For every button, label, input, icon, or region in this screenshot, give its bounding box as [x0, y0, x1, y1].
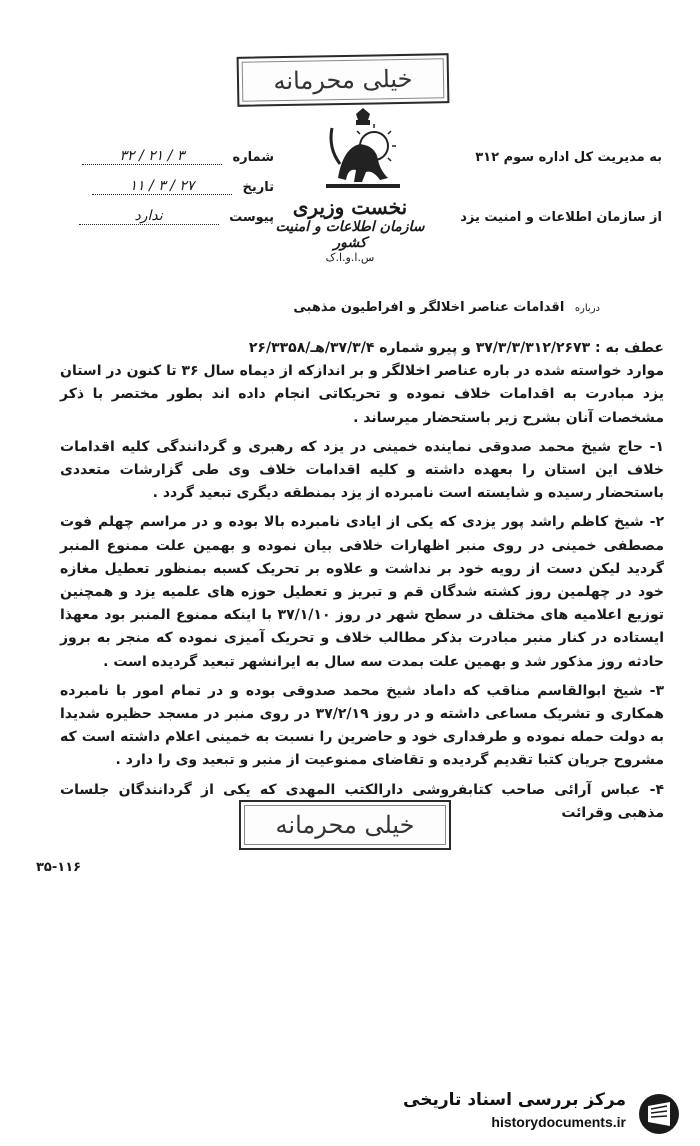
attachment-row: [38, 208, 274, 225]
ministry-letterhead: [265, 195, 435, 264]
subject-text: اقدامات عناصر اخلالگر و افراطیون مذهبی: [293, 300, 565, 315]
stamp-text: خیلی محرمانه: [275, 811, 415, 839]
number-value: ۳ / ۲۱ / ۳۲: [82, 148, 222, 165]
list-item: ۴- عباس آرائی صاحب کتابفروشی دارالکتب المهدی که یکی از گردانندگان جلسات مذهبی وقرائت: [60, 781, 664, 821]
attachment-label: پیوست: [229, 210, 274, 225]
archive-logo-icon: [634, 1092, 684, 1136]
letter-body: [60, 337, 664, 825]
organization-abbreviation: س.ا.و.ا.ک: [325, 251, 375, 264]
attachment-value: ندارد: [79, 208, 219, 225]
subject-label: درباره: [574, 303, 600, 314]
sender-line: [460, 210, 662, 225]
recipient-text: به مدیریت کل اداره سوم ۳۱۲: [475, 150, 662, 165]
organization-name: سازمان اطلاعات و امنیت کشور: [275, 219, 425, 251]
recipient-line: [475, 150, 662, 165]
subject-line: [293, 300, 600, 315]
list-item: ۲- شیخ کاظم راشد پور یزدی که یکی از ایادی نامبرده بالا بوده و در مراسم چهلم فوت مصطفی خمینی در روی منبر اظهارات خلافی بیان نموده و بهمین علت ممنوع المنبر گردید لیکن دست از رویه خود بر نداشت و علاوه بر تحریک کسبه بمنظور تعطیل مغازه خود در چهلمین روز کشته شدگان قم و تبریز و تعطیل حوزه های علمیه یزد و همچنین توزیع اعلامیه های مختلف در سطح شهر در روز ۳۷/۱/۱۰ با اینکه ممنوع المنبر بود معهذا ایستاده در کنار منبر مبادرت بذکر مطالب خلاف و تحریک آمیزی نموده که منجر به بروز حادثه روز مذکور شد و بهمین علت بمدت سه سال به ایرانشهر تبعید گردیده است .: [60, 514, 664, 670]
ministry-title: نخست وزیری: [292, 195, 408, 219]
number-row: [38, 148, 274, 165]
reference-line: عطف به : ۳۷/۳/۳/۳۱۲/۲۶۷۳ و پیرو شماره ۳۷/۳/۴/هـ/۲۶/۳۳۵۸: [248, 340, 664, 356]
lion-and-sun-emblem-icon: [318, 108, 408, 193]
date-value: ۲۷ / ۳ / ۱۱: [92, 178, 232, 195]
stamp-text: خیلی محرمانه: [273, 64, 413, 96]
intro-paragraph: موارد خواسته شده در باره عناصر اخلالگر و بر اندازکه از دیماه سال ۳۶ تا کنون در استان یزد مبادرت به اقدامات خلاف نموده و تحریکاتی انجام داده اند بطور مختصر با ذکر مشخصات آنان بشرح زیر باستحضار میرساند .: [60, 363, 664, 426]
number-label: شماره: [232, 150, 274, 165]
page-number: ۳۵-۱۱۶: [36, 860, 82, 875]
date-label: تاریخ: [242, 180, 274, 195]
classification-stamp-top: [237, 53, 450, 107]
watermark-url: historydocuments.ir: [491, 1114, 626, 1130]
list-item: ۱- حاج شیخ محمد صدوقی نماینده خمینی در یزد که رهبری و گردانندگی کلیه اقدامات خلاف این استان را بعهده داشته و کلیه اقدامات خلاف وی طی گزارشات متعددی باستحضار رسیده و شایسته است نامبرده از یزد بمنطقه دیگری تبعید گردد .: [60, 438, 664, 502]
watermark-title: مرکز بررسی اسناد تاریخی: [403, 1090, 626, 1110]
archive-watermark: [403, 1088, 690, 1140]
sender-text: از سازمان اطلاعات و امنیت یزد: [460, 210, 662, 225]
classification-stamp-bottom: [239, 800, 451, 850]
list-item: ۳- شیخ ابوالقاسم مناقب که داماد شیخ محمد صدوقی بوده و در تمام امور با نامبرده همکاری و تشریک مساعی داشته و در روز ۳۷/۲/۱۹ در روی منبر در مسجد حظیره شدیدا به دولت حمله نموده و طرفداری خود و حاضرین را نسبت به خمینی اعلام داشته است که مشروح جریان کتبا تقدیم گردیده و تقاضای ممنوعیت از منبر و تبعید وی را دارد .: [60, 682, 664, 769]
date-row: [38, 178, 274, 195]
